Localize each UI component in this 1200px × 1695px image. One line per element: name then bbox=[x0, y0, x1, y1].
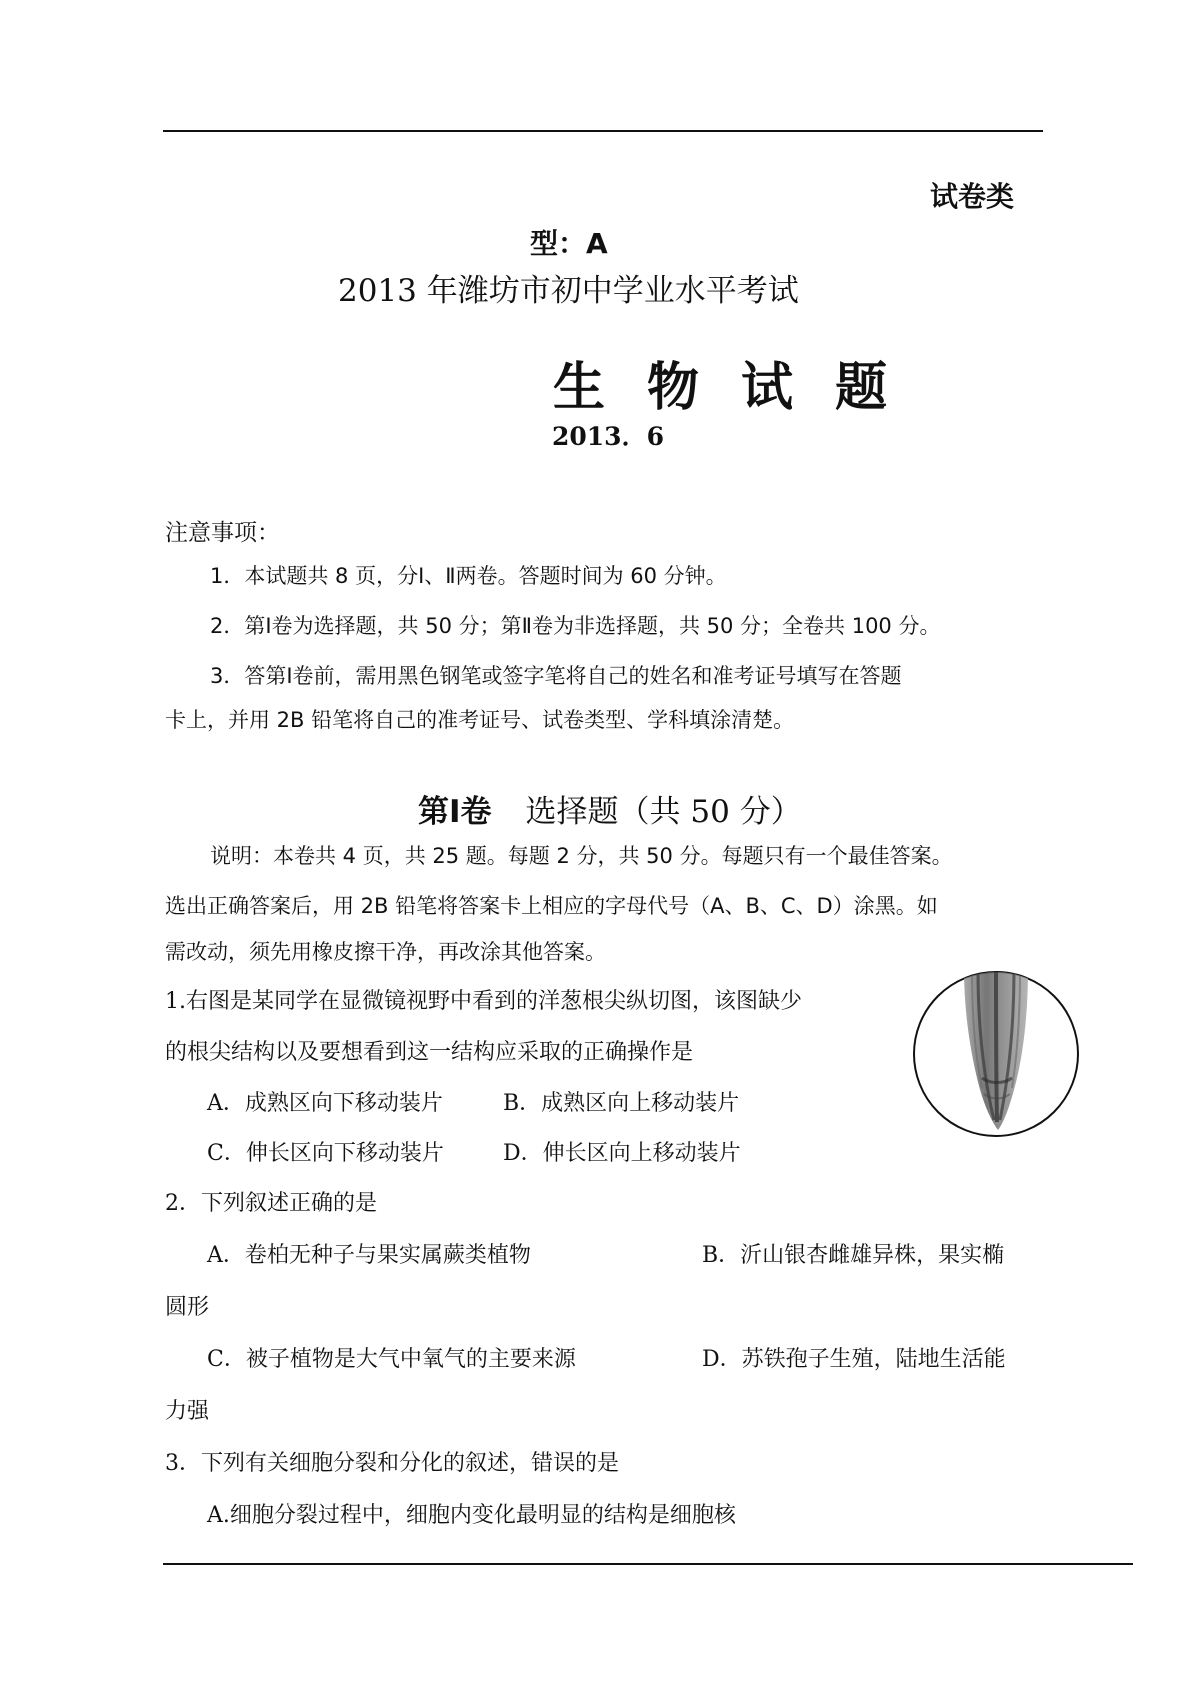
onion-root-tip-micrograph bbox=[912, 970, 1080, 1138]
q3-stem: 3．下列有关细胞分裂和分化的叙述，错误的是 bbox=[165, 1451, 619, 1476]
paper-type-value: 型：A bbox=[530, 227, 608, 260]
note-item: 2．第Ⅰ卷为选择题，共 50 分；第Ⅱ卷为非选择题，共 50 分；全卷共 100 分。 bbox=[210, 614, 941, 638]
q2-option-b-cont: 圆形 bbox=[165, 1295, 210, 1320]
exam-date: 2013．6 bbox=[552, 422, 664, 451]
q1-stem: 1.右图是某同学在显微镜视野中看到的洋葱根尖纵切图，该图缺少 bbox=[165, 989, 802, 1014]
paper-type-label: 试卷类 bbox=[930, 180, 1015, 213]
q1-option-a: A．成熟区向下移动装片 bbox=[207, 1091, 443, 1116]
note-item: 3．答第Ⅰ卷前，需用黑色钢笔或签字笔将自己的姓名和准考证号填写在答题 bbox=[210, 664, 902, 688]
q2-stem: 2．下列叙述正确的是 bbox=[165, 1191, 377, 1216]
subject-title: 生物试题 bbox=[553, 357, 930, 418]
q1-option-c: C．伸长区向下移动装片 bbox=[207, 1141, 444, 1166]
instruction-line: 需改动，须先用橡皮擦干净，再改涂其他答案。 bbox=[165, 940, 606, 964]
q2-option-c: C．被子植物是大气中氧气的主要来源 bbox=[207, 1347, 576, 1372]
q1-option-d: D．伸长区向上移动装片 bbox=[503, 1141, 741, 1166]
note-item: 1．本试题共 8 页，分Ⅰ、Ⅱ两卷。答题时间为 60 分钟。 bbox=[210, 564, 727, 588]
q2-option-d: D．苏铁孢子生殖，陆地生活能 bbox=[702, 1347, 1006, 1372]
q3-option-a: A.细胞分裂过程中，细胞内变化最明显的结构是细胞核 bbox=[207, 1503, 736, 1528]
q1-stem-cont: 的根尖结构以及要想看到这一结构应采取的正确操作是 bbox=[165, 1040, 694, 1065]
instruction-line: 说明：本卷共 4 页，共 25 题。每题 2 分，共 50 分。每题只有一个最佳答案。 bbox=[210, 844, 953, 868]
notes-title: 注意事项： bbox=[165, 520, 280, 546]
bottom-divider bbox=[163, 1563, 1133, 1565]
q2-option-d-cont: 力强 bbox=[165, 1399, 210, 1424]
top-divider bbox=[163, 130, 1043, 132]
q2-option-b: B．沂山银杏雌雄异株，果实椭 bbox=[702, 1243, 1005, 1268]
part1-title-rest: 选择题（共 50 分） bbox=[525, 794, 802, 830]
q2-option-a: A．卷柏无种子与果实属蕨类植物 bbox=[207, 1243, 531, 1268]
exam-name: 2013 年潍坊市初中学业水平考试 bbox=[338, 273, 799, 309]
part1-title-em: 第Ⅰ卷 bbox=[418, 794, 492, 830]
instruction-line: 选出正确答案后，用 2B 铅笔将答案卡上相应的字母代号（A、B、C、D）涂黑。如 bbox=[165, 894, 938, 918]
note-item: 卡上，并用 2B 铅笔将自己的准考证号、试卷类型、学科填涂清楚。 bbox=[165, 708, 795, 732]
part1-title bbox=[418, 786, 802, 831]
q1-option-b: B．成熟区向上移动装片 bbox=[503, 1091, 740, 1116]
